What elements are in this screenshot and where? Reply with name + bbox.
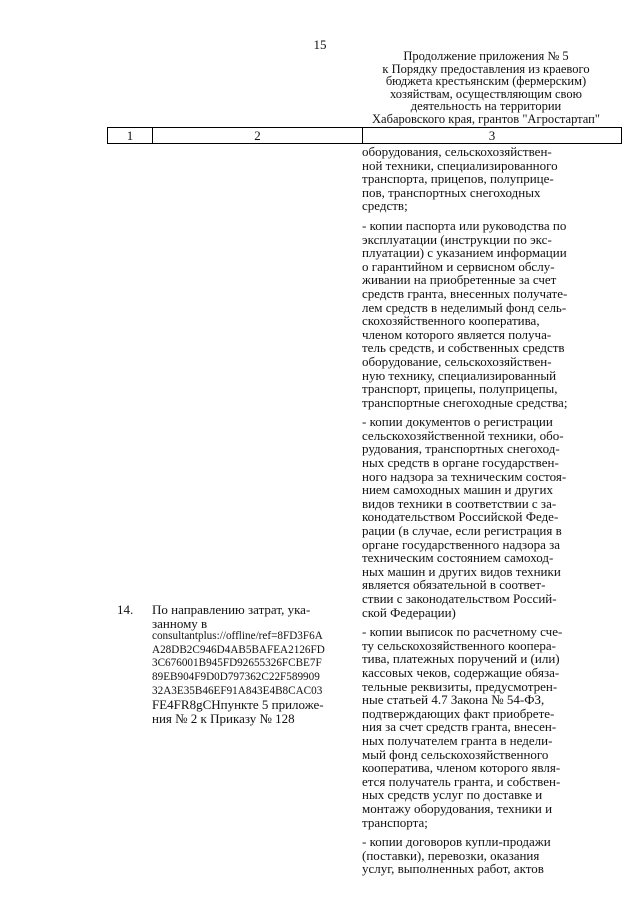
- text-line: о гарантийном и сервисном обслу-: [362, 258, 555, 274]
- text-line: - копии выписок по расчетному сче-: [362, 624, 563, 640]
- text-line: кооператива, членом которого явля-: [362, 760, 561, 776]
- header-col-3: 3: [488, 128, 496, 143]
- text-line: - копии паспорта или руководства по: [362, 217, 567, 233]
- header-col-2: 2: [153, 128, 363, 143]
- text-line: является обязательной в соответ-: [362, 577, 546, 593]
- text-line: членом которого является получа-: [362, 326, 552, 342]
- text-line: услуг, выполненных работ, актов: [362, 861, 544, 877]
- text-line: ного надзора за техническим состоя-: [362, 468, 567, 484]
- text-line: ные статьей 4.7 Закона № 54-ФЗ,: [362, 692, 545, 708]
- text-line: рудования, транспортных снегоход-: [362, 441, 560, 457]
- text-line: конодательством Российской Феде-: [362, 509, 559, 525]
- text-line: живании на приобретенные за счет: [362, 272, 557, 288]
- text-line: видов техники в соответствии с за-: [362, 495, 557, 511]
- text-line: ния за счет средств гранта, внесен-: [362, 719, 557, 735]
- text-line: транспортные снегоходные средства;: [362, 394, 568, 410]
- column-3-paragraph: [362, 145, 624, 213]
- text-line: ных получателем гранта в недели-: [362, 732, 553, 748]
- text-line: FE4FR8gCHпункте 5 приложе-: [152, 697, 324, 713]
- column-3-paragraph: [362, 625, 624, 829]
- text-line: ных средств в органе государствен-: [362, 455, 559, 471]
- text-line: монтажу оборудования, техники и: [362, 800, 553, 816]
- text-line: - копии документов о регистрации: [362, 414, 553, 430]
- text-line: органе государственного надзора за: [362, 536, 561, 552]
- text-line: транспорта;: [362, 814, 428, 830]
- row-14-number: 14.: [117, 602, 134, 617]
- page-number: 15: [313, 37, 327, 52]
- header-col-1: 1: [108, 128, 153, 143]
- text-line: транспорта, прицепов, полуприце-: [362, 171, 554, 187]
- text-line: тельные реквизиты, предусмотрен-: [362, 678, 558, 694]
- text-line: тива, платежных поручений и (или): [362, 651, 560, 667]
- column-3-paragraph: [362, 835, 624, 876]
- text-line: лем средств в неделимый фонд сель-: [362, 299, 567, 315]
- text-line: ется получатель гранта, и собствен-: [362, 773, 561, 789]
- text-line: По направлению затрат, ука-: [152, 602, 311, 617]
- text-line: оборудования, сельскохозяйствен-: [362, 144, 552, 159]
- text-line: ской Федерации): [362, 604, 456, 620]
- appendix-line: бюджета крестьянским (фермерским): [385, 74, 587, 89]
- text-line: техническим состоянием самоход-: [362, 550, 554, 566]
- text-line: ных средств услуг по доставке и: [362, 787, 543, 803]
- appendix-line: Хабаровского края, грантов "Агростартап": [372, 111, 600, 126]
- text-line: средств;: [362, 198, 408, 214]
- link-text-line: A28DB2C946D4AB5BAFEA2126FD: [152, 643, 325, 656]
- appendix-line: Продолжение приложения № 5: [403, 49, 569, 63]
- appendix-reference: [350, 50, 622, 126]
- link-text-line: consultantplus://offline/ref=8FD3F6A: [152, 630, 323, 643]
- text-line: плуатации) с указанием информации: [362, 245, 567, 261]
- text-line: подтверждающих факт приобрете-: [362, 705, 555, 721]
- text-line: занному в: [152, 615, 208, 631]
- text-line: тель средств, и собственных средств: [362, 340, 565, 356]
- text-line: транспорт, прицепы, полуприцепы,: [362, 381, 558, 397]
- text-line: оборудование, сельскохозяйствен-: [362, 353, 552, 369]
- column-3-paragraph: [362, 415, 624, 619]
- link-text-line: 32A3E35B46EF91A843E4B8CAC03: [152, 684, 323, 697]
- row-14-expense-direction: [152, 603, 357, 725]
- text-line: рации (в случае, если регистрация в: [362, 523, 562, 539]
- text-line: эксплуатации (инструкции по экс-: [362, 231, 552, 247]
- column-3-paragraph: [362, 219, 624, 409]
- text-line: ту сельскохозяйственного коопера-: [362, 637, 556, 653]
- text-line: ных машин и других видов техники: [362, 563, 561, 579]
- appendix-line: хозяйствам, осуществляющим свою: [390, 86, 582, 101]
- text-line: сельскохозяйственной техники, обо-: [362, 427, 564, 443]
- text-line: скохозяйственного кооператива,: [362, 313, 540, 329]
- text-line: средств гранта, внесенных получате-: [362, 285, 568, 301]
- text-line: пов, транспортных снегоходных: [362, 184, 541, 200]
- text-line: мый фонд сельскохозяйственного: [362, 746, 549, 762]
- text-line: нием самоходных машин и других: [362, 482, 553, 498]
- text-line: ную технику, специализированный: [362, 367, 557, 383]
- link-text-line: 89EB904F9D0D797362C22F589909: [152, 670, 320, 683]
- appendix-line: к Порядку предоставления из краевого: [382, 61, 590, 76]
- text-line: кассовых чеков, содержащие обяза-: [362, 664, 560, 680]
- column-3-content: [362, 145, 624, 882]
- appendix-line: деятельность на территории: [410, 99, 562, 114]
- text-line: - копии договоров купли-продажи: [362, 834, 551, 850]
- text-line: ствии с законодательством Россий-: [362, 591, 557, 606]
- text-line: ния № 2 к Приказу № 128: [152, 710, 295, 726]
- text-line: (поставки), перевозки, оказания: [362, 847, 540, 863]
- text-line: ной техники, специализированного: [362, 157, 558, 173]
- link-text-line: 3C676001B945FD92655326FCBE7F: [152, 657, 322, 670]
- table-header-row: [107, 127, 622, 144]
